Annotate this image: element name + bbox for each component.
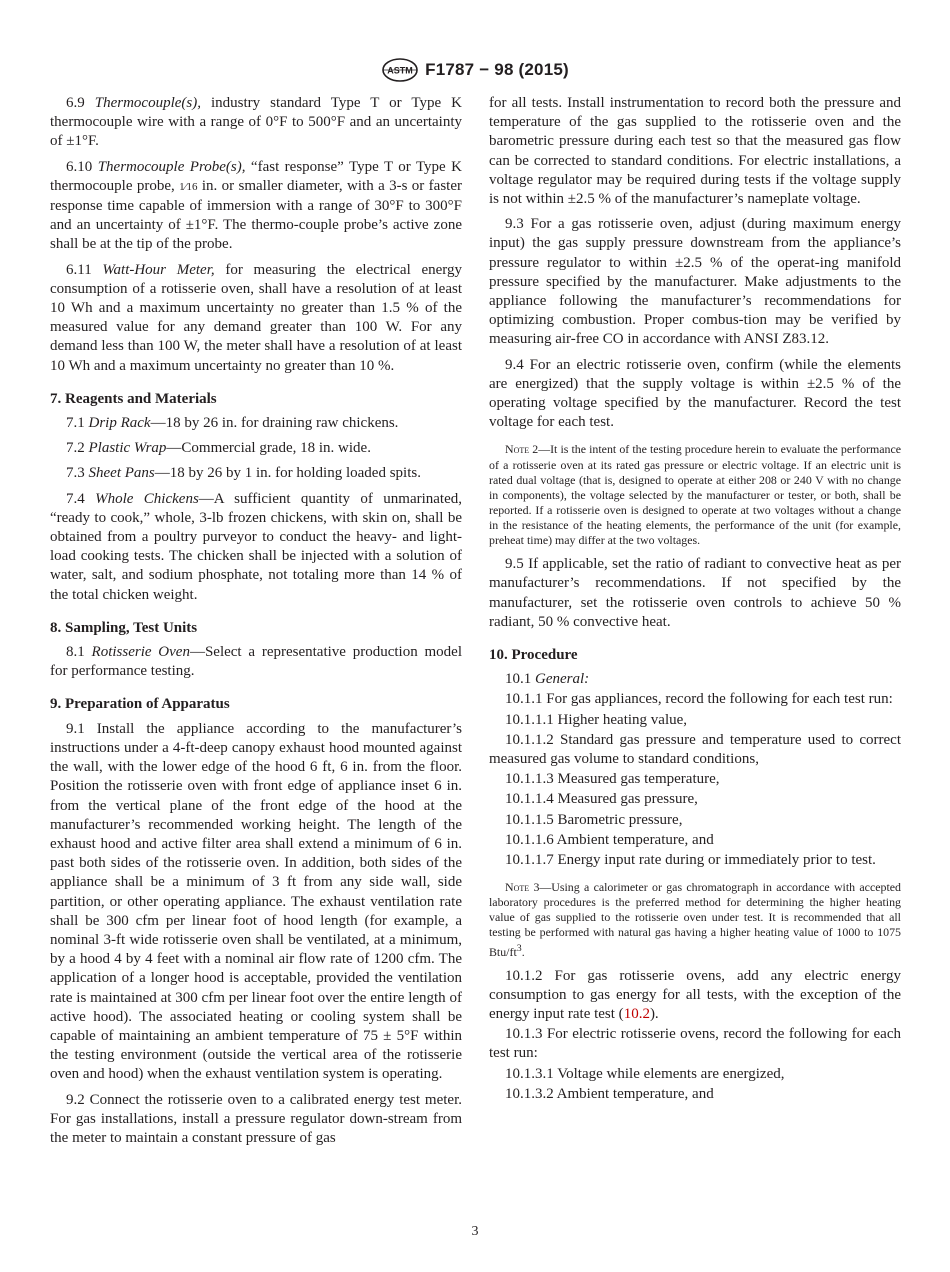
standard-designation: F1787 − 98 (2015) <box>425 60 569 79</box>
heading-section-9: 9. Preparation of Apparatus <box>50 696 230 713</box>
section-7-2: 7.2 Plastic Wrap—Commercial grade, 18 in. wide. <box>66 440 371 457</box>
heading-section-8: 8. Sampling, Test Units <box>50 619 198 636</box>
section-9-5: 9.5 If applicable, set the ratio of radiant to convective heat as per manufacturer’s recommendations. If not specified by the manufacturer, set the rotisserie oven controls to achieve 50 % radiant, 50 % convective heat. <box>489 556 901 630</box>
section-6-11: 6.11 Watt-Hour Meter, for measuring the electrical energy consumption of a rotisserie oven, shall have a resolution of at least 10 Wh and a maximum uncertainty no greater than 1.5 % of the measured value for any demand greater than 100 W. For any demand less than 100 W, the meter shall have a resolution of at least 10 Wh and a maximum uncertainty no greater than 10 %. <box>50 261 462 374</box>
list-item: 10.1.3.1 Voltage while elements are energized, <box>505 1065 785 1082</box>
list-item: 10.1.1.7 Energy input rate during or immediately prior to test. <box>505 851 876 868</box>
note-3: Note 3—Using a calorimeter or gas chromatograph in accordance with accepted laboratory procedures is the preferred method for determining the higher heating value of gas supplied to the rotisserie oven under test. It is recommended that all testing be performed with natural gas having a higher heating value of 1000 to 1075 Btu/$ft^3$. <box>489 880 901 959</box>
section-10-1-3: 10.1.3 For electric rotisserie ovens, record the following for each test run: <box>489 1026 901 1062</box>
list-item: 10.1.1.4 Measured gas pressure, <box>505 791 698 808</box>
section-9-2: 9.2 Connect the rotisserie oven to a calibrated energy test meter. For gas installations, install a pressure regulator down-stream from the meter to maintain a constant pressure of gas <box>50 1091 462 1146</box>
page-number: 3 <box>471 1224 479 1239</box>
right-column <box>489 94 901 1105</box>
section-8-1: 8.1 Rotisserie Oven—Select a representative production model for performance testing. <box>50 644 462 680</box>
svg-text:ASTM: ASTM <box>387 65 413 76</box>
section-7-4: 7.4 Whole Chickens—A sufficient quantity of unmarinated, “ready to cook,” whole, 3-lb frozen chickens, with skin on, shall be obtained from a poultry purveyor to conduct the heavy- and light-load cooking tests. The chicken shall be injected with a solution of water, salt, and sodium phosphate, not totaling more than 14 % of the total chicken weight. <box>50 490 463 603</box>
section-9-3: 9.3 For a gas rotisserie oven, adjust (during maximum energy input) the gas supply pressure downstream from the appliance’s pressure regulator to within ±2.5 % of the operat-ing manifold pressure specified by the manufacturer. Make adjustments to the appliance following the manufacturer’s recommendations for optimizing combustion. Proper combus-tion may be verified by measuring air-free CO in accordance with ANSI Z83.12. <box>489 216 901 348</box>
section-7-1: 7.1 Drip Rack—18 by 26 in. for draining raw chickens. <box>66 415 399 432</box>
list-item: 10.1.1.3 Measured gas temperature, <box>505 771 720 788</box>
section-6-9: 6.9 Thermocouple(s), industry standard Type T or Type K thermocouple wire with a range of 0°F to 500°F and an uncertainty of ±1°F. <box>50 95 463 150</box>
left-column <box>50 94 462 1154</box>
section-6-10: 6.10 Thermocouple Probe(s), “fast response” Type T or Type K thermocouple probe, 1⁄16 in. or smaller diameter, with a 3-s or faster response time capable of immersion with a range of 30°F to 300°F and an uncertainty of ±1°F. The thermo-couple probe’s active zone shall be at the tip of the probe. <box>50 158 462 253</box>
page-header <box>0 55 950 85</box>
section-9-1: 9.1 Install the appliance according to the manufacturer’s instructions under a 4-ft-deep canopy exhaust hood mounted against the wall, with the lower edge of the hood 6 ft, 6 in. from the floor. Position the rotisserie oven with front edge of appliance inset 6 in. from the vertical plane of the front edge of the hood at the manufacturer’s recommended working height. The length of the exhaust hood and active filter area shall extend a minimum of 6 in. past both sides of the rotisserie oven. In addition, both sides of the appliance shall be a minimum of 3 ft from any side wall, side partition, or other operating appliance. The exhaust ventilation rate shall be 300 cfm per linear foot of hood length (for example, a nominal 3-ft wide rotisserie oven shall be ventilated, at a minimum, by a hood 4 by 4 feet with a nominal air flow rate of 1200 cfm. The application of a longer hood is acceptable, provided the ventilation rate is maintained at 300 cfm per linear foot over the entire length of active hood). The associated heating or cooling system shall be capable of maintaining an ambient temperature of 75 ± 5°F within the testing environment (outside the vertical area of the rotisserie oven and hood) when the exhaust ventilation system is operating. <box>50 720 462 1083</box>
list-item: 10.1.1.6 Ambient temperature, and <box>505 831 714 848</box>
heading-section-10: 10. Procedure <box>489 646 578 663</box>
list-item: 10.1.3.2 Ambient temperature, and <box>505 1085 714 1102</box>
list-item: 10.1.1.2 Standard gas pressure and temperature used to correct measured gas volume to standard conditions, <box>489 731 901 767</box>
list-item: 10.1.1.5 Barometric pressure, <box>505 811 683 828</box>
section-9-2-continued: for all tests. Install instrumentation to record both the pressure and temperature of the gas supplied to the rotisserie oven and the barometric pressure during each test so that the measured gas flow can be corrected to standard conditions. For electric installations, a voltage regulator may be required during tests if the voltage supply is not within ±2.5 % of the manufacturer’s nameplate voltage. <box>489 95 901 208</box>
section-9-4: 9.4 For an electric rotisserie oven, confirm (while the elements are energized) that the supply voltage is within ±2.5 % of the operating voltage specified by the manufacturer. Record the test voltage for each test. <box>489 356 901 431</box>
section-10-1-1: 10.1.1 For gas appliances, record the following for each test run: <box>505 691 893 708</box>
section-7-3: 7.3 Sheet Pans—18 by 26 by 1 in. for holding loaded spits. <box>66 465 421 482</box>
section-10-1: 10.1 General: <box>505 671 590 688</box>
note-2: Note 2—It is the intent of the testing procedure herein to evaluate the performance of a rotisserie oven at its rated gas pressure or electric voltage. If an electric unit is rated dual voltage (that is, designed to operate at either 208 or 240 V with no change in components), the voltage selected by the manufacturer or tester, or both, shall be reported. If a rotisserie oven is designed to operate at two voltages without a change in the resistance of the heating elements, the performance of the unit (for example, preheat time) may differ at the two voltages. <box>489 442 902 548</box>
section-10-1-2: 10.1.2 For gas rotisserie ovens, add any electric energy consumption to gas energy for all tests, with the exception of the energy input rate test (10.2). <box>489 967 901 1022</box>
astm-logo-icon <box>381 58 419 82</box>
heading-section-7: 7. Reagents and Materials <box>50 390 217 407</box>
section-10-2-link[interactable]: 10.2 <box>623 1006 650 1022</box>
list-item: 10.1.1.1 Higher heating value, <box>505 711 688 728</box>
